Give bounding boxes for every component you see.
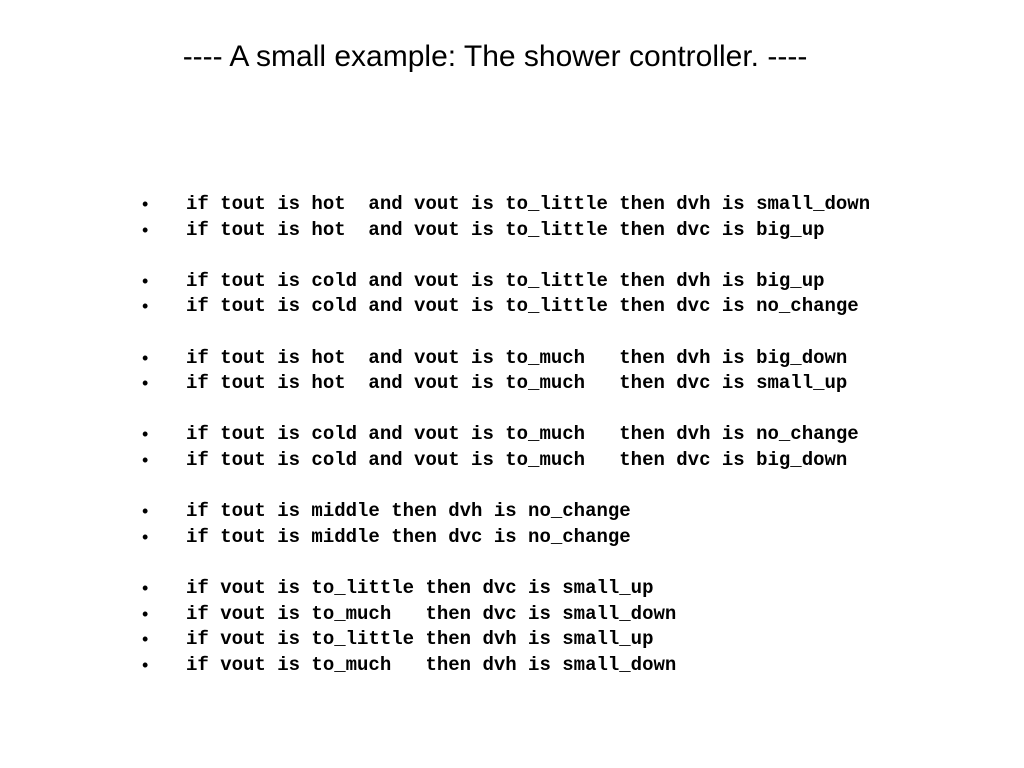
rule-item — [140, 448, 870, 474]
rule-item — [140, 294, 870, 320]
bullet-icon: • — [142, 194, 149, 214]
rule-text: if tout is hot and vout is to_much then dvh is big_down — [186, 346, 848, 369]
bullet-icon: • — [142, 577, 149, 598]
rule-item — [140, 422, 870, 448]
group-spacer — [140, 474, 870, 500]
rule-item — [140, 499, 870, 525]
slide-title: ---- A small example: The shower controller. ---- — [182, 40, 808, 73]
bullet-icon: • — [142, 347, 149, 368]
rule-item — [140, 371, 870, 397]
rule-item — [140, 627, 870, 653]
rule-text: if vout is to_little then dvc is small_up — [186, 576, 654, 599]
rule-text: if vout is to_little then dvh is small_up — [186, 628, 654, 651]
group-spacer — [140, 397, 870, 423]
group-spacer — [140, 550, 870, 576]
rule-item — [140, 192, 870, 218]
rule-text: if tout is cold and vout is to_much then dvc is big_down — [186, 448, 848, 471]
bullet-icon: • — [142, 219, 149, 240]
bullet-icon: • — [142, 629, 149, 650]
bullet-icon: • — [142, 526, 149, 547]
rule-item — [140, 269, 870, 295]
rule-text: if tout is cold and vout is to_little then dvc is no_change — [186, 295, 859, 318]
bullet-icon: • — [142, 449, 149, 470]
rule-item — [140, 653, 870, 679]
bullet-icon: • — [142, 603, 149, 624]
rule-text: if tout is hot and vout is to_little then dvc is big_up — [186, 218, 825, 241]
group-spacer — [140, 243, 870, 269]
bullet-icon: • — [142, 373, 149, 394]
rule-text: if tout is hot and vout is to_much then dvc is small_up — [186, 372, 848, 395]
rule-item — [140, 602, 870, 628]
rule-text: if tout is middle then dvh is no_change — [186, 500, 631, 523]
rule-item — [140, 525, 870, 551]
bullet-icon: • — [142, 654, 149, 675]
rule-text: if vout is to_much then dvc is small_down — [186, 602, 677, 625]
rule-item — [140, 576, 870, 602]
rule-text: if tout is cold and vout is to_little then dvh is big_up — [186, 269, 825, 292]
rule-text: if vout is to_much then dvh is small_down — [186, 653, 677, 676]
bullet-icon: • — [142, 424, 149, 445]
rule-list — [140, 192, 870, 678]
rule-text: if tout is cold and vout is to_much then dvh is no_change — [186, 423, 859, 446]
rule-text: if tout is middle then dvc is no_change — [186, 525, 631, 548]
rule-item — [140, 346, 870, 372]
rule-item — [140, 218, 870, 244]
bullet-icon: • — [142, 296, 149, 317]
bullet-icon: • — [142, 501, 149, 522]
rule-text: if tout is hot and vout is to_little then dvh is small_down — [186, 193, 871, 215]
group-spacer — [140, 320, 870, 346]
bullet-icon: • — [142, 270, 149, 291]
